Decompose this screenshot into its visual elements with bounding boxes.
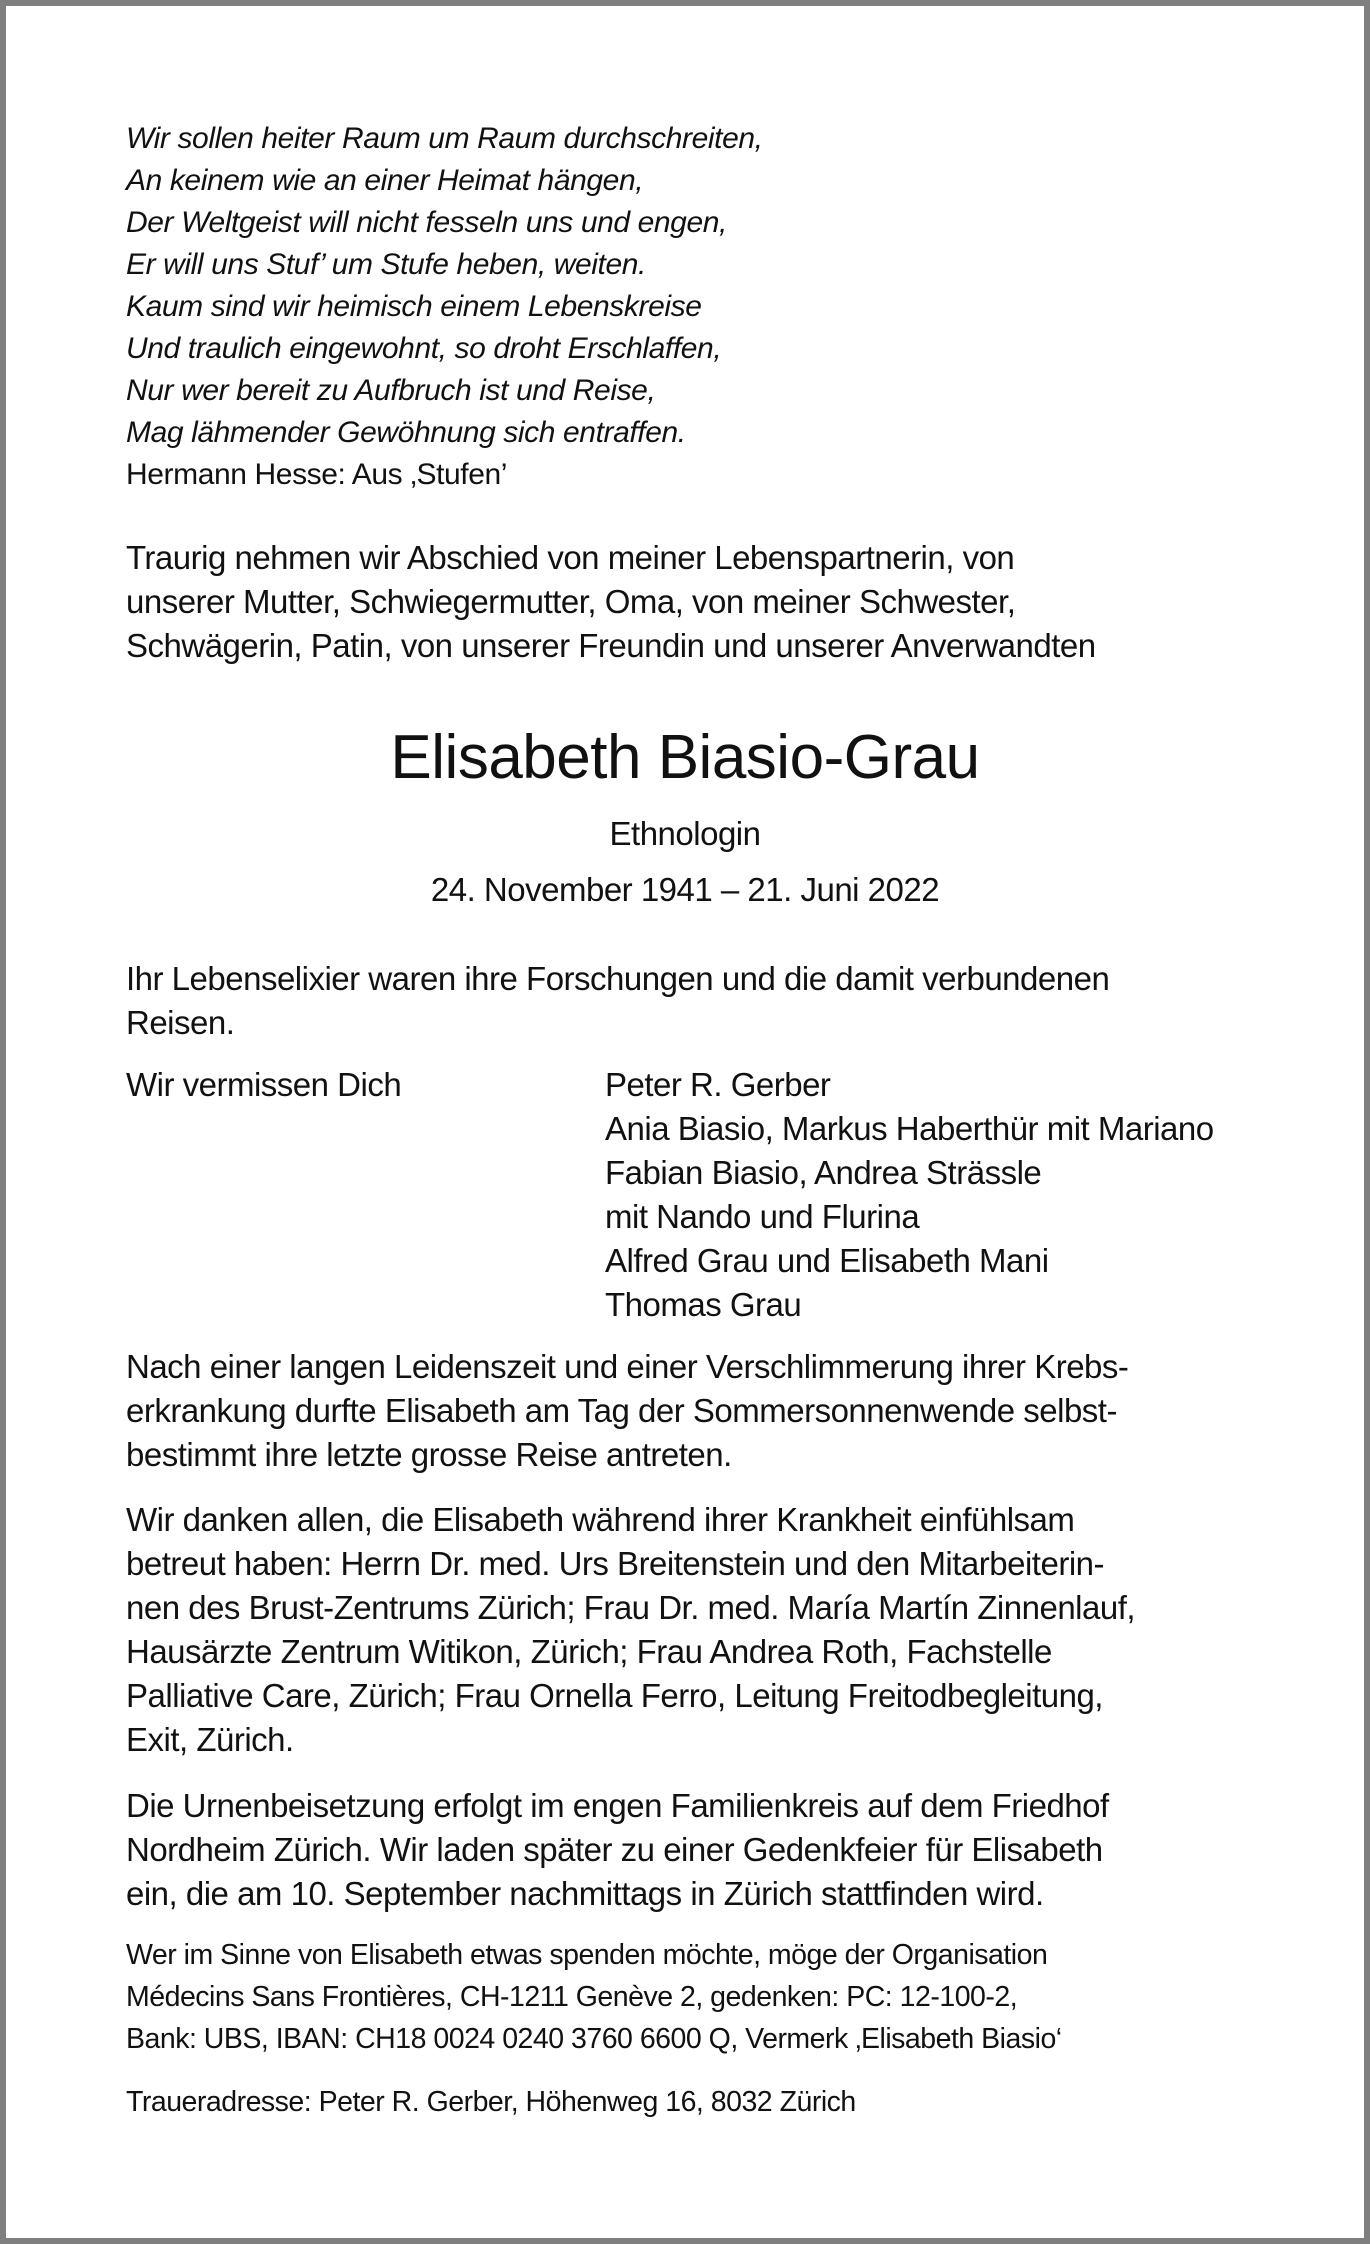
text-line: erkrankung durfte Elisabeth am Tag der Sommersonnenwende selbst- (126, 1392, 1117, 1429)
text-line: Bank: UBS, IBAN: CH18 0024 0240 3760 6600 Q, Vermerk ‚Elisabeth Biasio‘ (126, 2023, 1062, 2055)
text-line: bestimmt ihre letzte grosse Reise antreten. (126, 1436, 732, 1473)
text-line: Exit, Zürich. (126, 1721, 294, 1758)
poem-line: An keinem wie an einer Heimat hängen, (126, 164, 644, 197)
mourner: mit Nando und Flurina (605, 1198, 920, 1235)
mourner: Alfred Grau und Elisabeth Mani (605, 1242, 1049, 1279)
mourning-address: Traueradresse: Peter R. Gerber, Höhenweg 16, 8032 Zürich (126, 2086, 856, 2118)
text-line: Die Urnenbeisetzung erfolgt im engen Familienkreis auf dem Friedhof (126, 1787, 1109, 1824)
poem-line: Der Weltgeist will nicht fesseln uns und engen, (126, 206, 727, 239)
text-line: Nach einer langen Leidenszeit und einer Verschlimmerung ihrer Krebs- (126, 1348, 1129, 1385)
text-line: Schwägerin, Patin, von unserer Freundin und unserer Anverwandten (126, 627, 1096, 664)
text-line: unserer Mutter, Schwiegermutter, Oma, von meiner Schwester, (126, 583, 1016, 620)
mourners-label: Wir vermissen Dich (126, 1066, 402, 1103)
mourner: Ania Biasio, Markus Haberthür mit Mariano (605, 1110, 1214, 1147)
mourners (126, 1063, 1226, 1323)
text-line: Hausärzte Zentrum Witikon, Zürich; Frau Andrea Roth, Fachstelle (126, 1633, 1052, 1670)
text-line: ein, die am 10. September nachmittags in Zürich stattfinden wird. (126, 1875, 1044, 1912)
text-line: Wer im Sinne von Elisabeth etwas spenden möchte, möge der Organisation (126, 1939, 1048, 1971)
text-line: Wir danken allen, die Elisabeth während ihrer Krankheit einfühlsam (126, 1501, 1075, 1538)
mourners-list (605, 1063, 1214, 1327)
poem-line: Kaum sind wir heimisch einem Lebenskreise (126, 290, 702, 323)
donation-paragraph (126, 1934, 1062, 2060)
thanks-paragraph (126, 1498, 1135, 1762)
poem-line: Nur wer bereit zu Aufbruch ist und Reise, (126, 374, 656, 407)
illness-paragraph (126, 1345, 1128, 1477)
poem (126, 118, 763, 496)
deceased-profession: Ethnologin (609, 815, 761, 852)
poem-attribution: Hermann Hesse: Aus ‚Stufen’ (126, 458, 508, 491)
deceased-name: Elisabeth Biasio-Grau (390, 723, 980, 792)
poem-line: Wir sollen heiter Raum um Raum durchschreiten, (126, 122, 763, 155)
mourner: Fabian Biasio, Andrea Strässle (605, 1154, 1042, 1191)
mourner: Thomas Grau (605, 1286, 802, 1323)
text-line: betreut haben: Herrn Dr. med. Urs Breitenstein und den Mitarbeiterin- (126, 1545, 1104, 1582)
text-line: Traurig nehmen wir Abschied von meiner Lebenspartnerin, von (126, 539, 1015, 576)
elixir-paragraph (126, 957, 1109, 1045)
mourner: Peter R. Gerber (605, 1066, 831, 1103)
text-line: Palliative Care, Zürich; Frau Ornella Ferro, Leitung Freitodbegleitung, (126, 1677, 1103, 1714)
text-line: Ihr Lebenselixier waren ihre Forschungen und die damit verbundenen (126, 960, 1110, 997)
poem-line: Mag lähmender Gewöhnung sich entraffen. (126, 416, 686, 449)
burial-paragraph (126, 1784, 1109, 1916)
text-line: Nordheim Zürich. Wir laden später zu einer Gedenkfeier für Elisabeth (126, 1831, 1103, 1868)
text-line: Reisen. (126, 1004, 235, 1041)
intro-paragraph (126, 536, 1096, 668)
deceased-dates: 24. November 1941 – 21. Juni 2022 (430, 871, 940, 908)
text-line: nen des Brust-Zentrums Zürich; Frau Dr. med. María Martín Zinnenlauf, (126, 1589, 1136, 1626)
text-line: Médecins Sans Frontières, CH-1211 Genève 2, gedenken: PC: 12-100-2, (126, 1981, 1018, 2013)
poem-line: Und traulich eingewohnt, so droht Erschlaffen, (126, 332, 722, 365)
poem-line: Er will uns Stuf’ um Stufe heben, weiten. (126, 248, 646, 281)
